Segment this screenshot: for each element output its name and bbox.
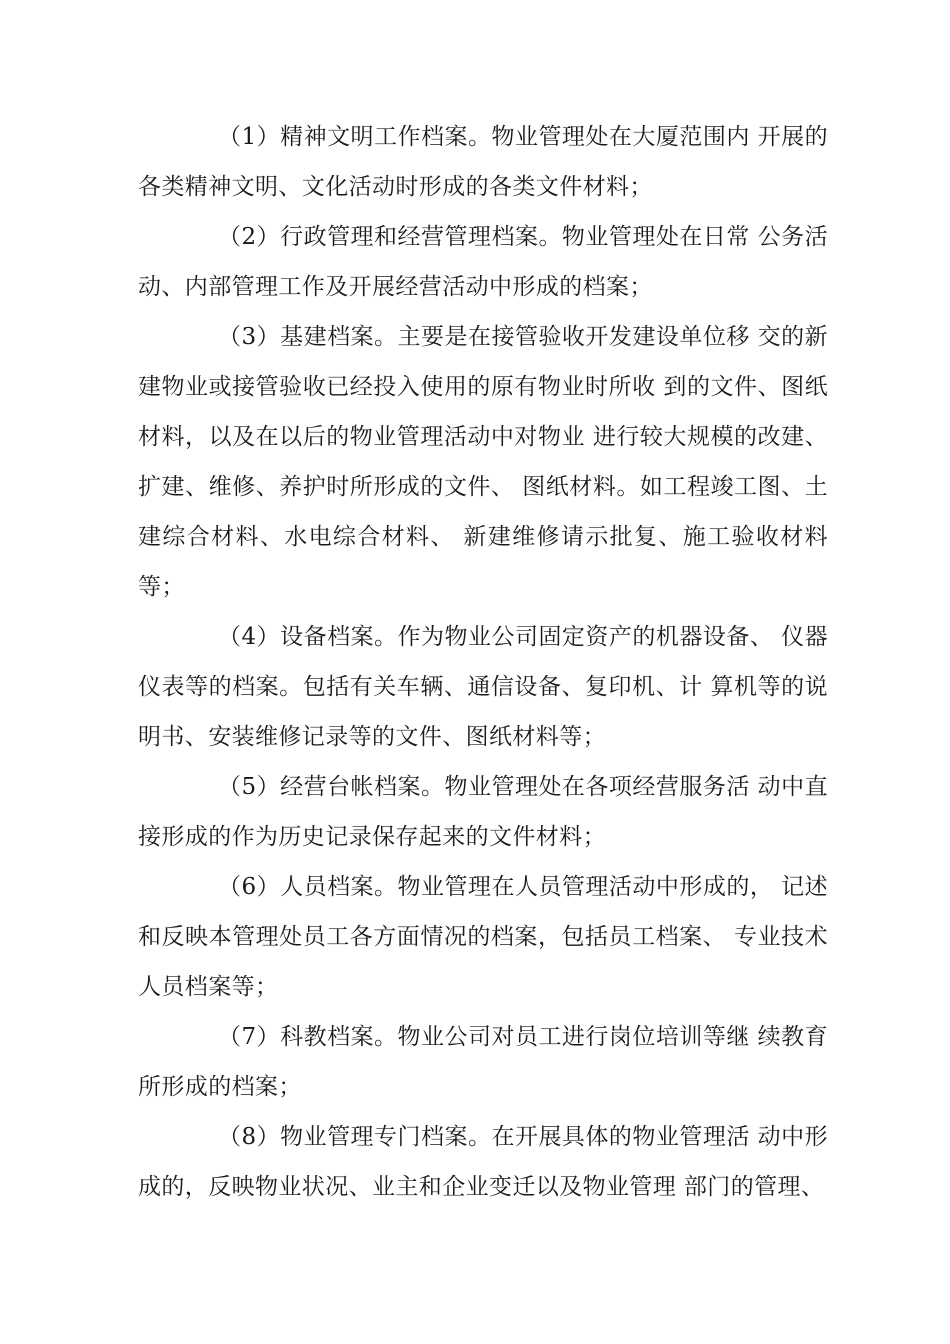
document-body [138, 112, 828, 1212]
paragraph-1: （1）精神文明工作档案。物业管理处在大厦范围内 开展的各类精神文明、文化活动时形成的各类文件材料； [138, 124, 828, 200]
paragraph-6: （6）人员档案。物业管理在人员管理活动中形成的， 记述和反映本管理处员工各方面情况的档案，包括员工档案、 专业技术人员档案等； [138, 874, 828, 1000]
paragraph-2: （2）行政管理和经营管理档案。物业管理处在日常 公务活动、内部管理工作及开展经营活动中形成的档案； [138, 224, 828, 300]
paragraph-5: （5）经营台帐档案。物业管理处在各项经营服务活 动中直接形成的作为历史记录保存起来的文件材料； [138, 774, 828, 850]
paragraph-3: （3）基建档案。主要是在接管验收开发建设单位移 交的新建物业或接管验收已经投入使用的原有物业时所收 到的文件、图纸材料，以及在以后的物业管理活动中对物业 进行较大规模的改建、扩建、维修、养护时所形成的文件、 图纸材料。如工程竣工图、土建综合材料、水电综合材料、 新建维修请示批复、施工验收材料等； [138, 324, 828, 600]
paragraph-7: （7）科教档案。物业公司对员工进行岗位培训等继 续教育所形成的档案； [138, 1024, 828, 1100]
paragraph-4: （4）设备档案。作为物业公司固定资产的机器设备、 仪器仪表等的档案。包括有关车辆、通信设备、复印机、计 算机等的说明书、安装维修记录等的文件、图纸材料等； [138, 624, 828, 750]
paragraph-8: （8）物业管理专门档案。在开展具体的物业管理活 动中形成的，反映物业状况、业主和企业变迁以及物业管理 部门的管理、 [138, 1124, 828, 1200]
